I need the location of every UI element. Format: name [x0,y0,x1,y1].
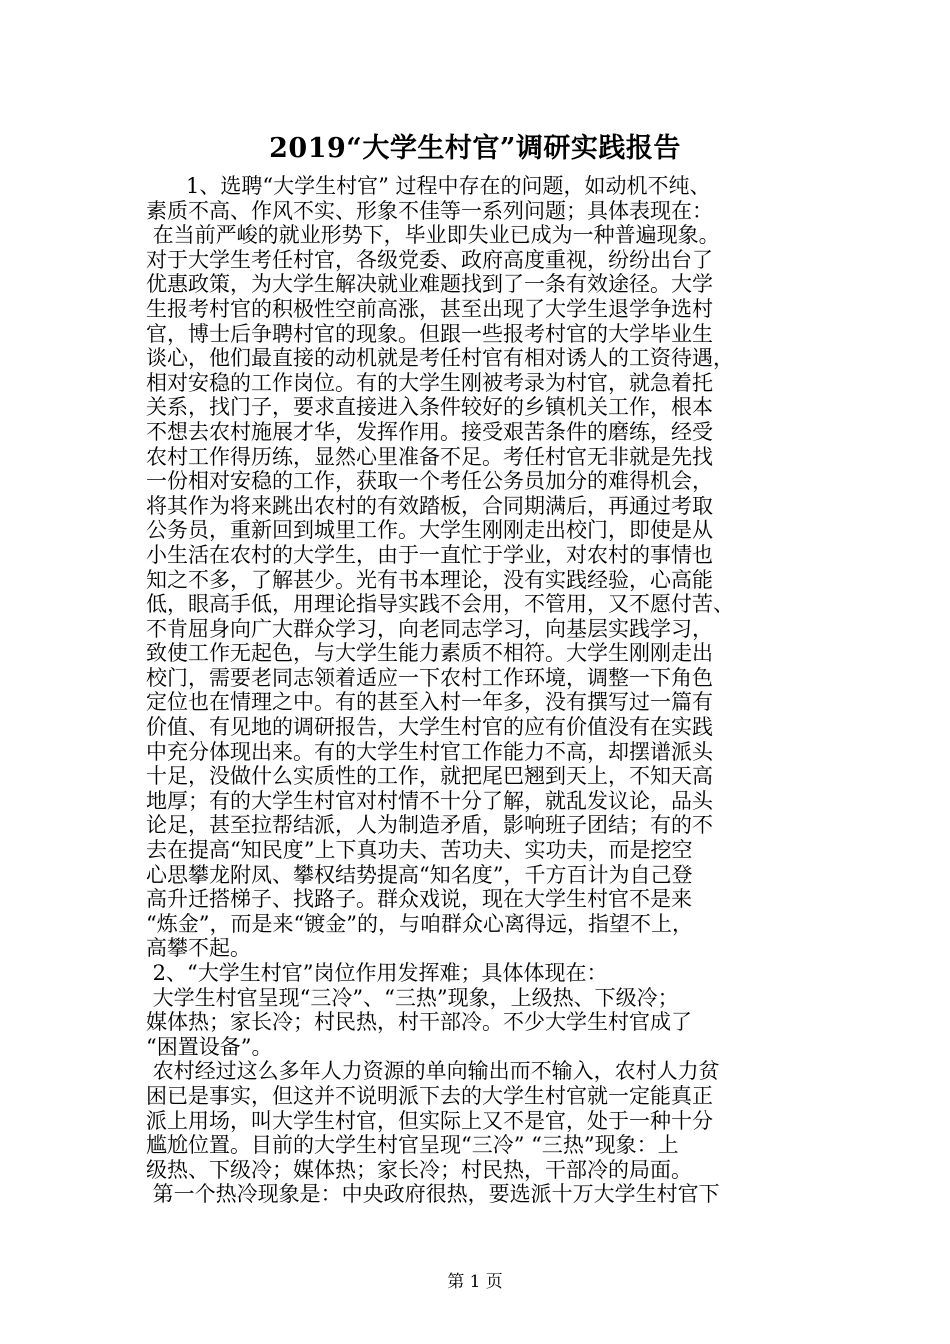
text-line: 相对安稳的工作岗位。有的大学生刚被考录为村官，就急着托 [146,370,713,395]
text-line: 尴尬位置。目前的大学生村官呈现“三冷” “三热”现象：上 [146,1133,679,1158]
page-number: 第 1 页 [447,1272,503,1292]
text-line: 困已是事实，但这并不说明派下去的大学生村官就一定能真正 [146,1083,713,1108]
text-line: 素质不高、作风不实、形象不佳等一系列问题；具体表现在： [146,198,713,223]
text-line: 大学生村官呈现“三冷”、“三热”现象，上级热、下级冷； [146,985,679,1010]
text-line: 第一个热冷现象是：中央政府很热，要选派十万大学生村官下 [146,1182,720,1207]
text-line: 公务员，重新回到城里工作。大学生刚刚走出校门，即使是从 [146,518,713,543]
text-line: 定位也在情理之中。有的甚至入村一年多，没有撰写过一篇有 [146,690,713,715]
text-line: 派上用场，叫大学生村官，但实际上又不是官，处于一种十分 [146,1108,713,1133]
text-line: 一份相对安稳的工作，获取一个考任公务员加分的难得机会， [146,469,713,494]
page-title: 2019“大学生村官”调研实践报告 [269,133,681,164]
text-line: 知之不多，了解甚少。光有书本理论，没有实践经验，心高能 [146,567,713,592]
text-line: 谈心，他们最直接的动机就是考任村官有相对诱人的工资待遇， [146,346,734,371]
text-line: 十足，没做什么实质性的工作，就把尾巴翘到天上，不知天高 [146,764,713,789]
text-line: 生报考村官的积极性空前高涨，甚至出现了大学生退学争选村 [146,296,713,321]
text-line: 论足，甚至拉帮结派，人为制造矛盾，影响班子团结；有的不 [146,813,713,838]
text-line: 中充分体现出来。有的大学生村官工作能力不高，却摆谱派头 [146,739,713,764]
text-line: 农村工作得历练，显然心里准备不足。考任村官无非就是先找 [146,444,713,469]
text-line: 优惠政策，为大学生解决就业难题找到了一条有效途径。大学 [146,272,713,297]
text-line: “困置设备”。 [146,1034,273,1059]
body-text [146,174,811,1207]
text-line: 小生活在农村的大学生，由于一直忙于学业，对农村的事情也 [146,542,713,567]
text-line: 1、选聘“大学生村官” 过程中存在的问题，如动机不纯、 [146,174,711,198]
text-line: 价值、有见地的调研报告，大学生村官的应有价值没有在实践 [146,715,713,740]
text-line: 高攀不起。 [146,936,251,961]
text-line: 媒体热；家长冷；村民热，村干部冷。不少大学生村官成了 [146,1010,692,1035]
text-line: 级热、下级冷；媒体热；家长冷；村民热，干部冷的局面。 [146,1157,692,1182]
text-line: 高升迁搭梯子、找路子。群众戏说，现在大学生村官不是来 [146,887,692,912]
text-line: 官，博士后争聘村官的现象。但跟一些报考村官的大学毕业生 [146,321,713,346]
text-line: 关系，找门子，要求直接进入条件较好的乡镇机关工作，根本 [146,395,713,420]
text-line: 不肯屈身向广大群众学习，向老同志学习，向基层实践学习， [146,616,713,641]
text-line: 对于大学生考任村官，各级党委、政府高度重视，纷纷出台了 [146,247,713,272]
text-line: 去在提高“知民度”上下真功夫、苦功夫、实功夫，而是挖空 [146,838,693,863]
text-line: 致使工作无起色，与大学生能力素质不相符。大学生刚刚走出 [146,641,713,666]
text-line: 地厚；有的大学生村官对村情不十分了解，就乱发议论，品头 [146,788,713,813]
text-line: 心思攀龙附凤、攀权结势提高“知名度”，千方百计为自己登 [146,862,693,887]
text-line: 2、“大学生村官”岗位作用发挥难；具体体现在： [146,961,608,985]
text-line: 在当前严峻的就业形势下，毕业即失业已成为一种普遍现象。 [146,223,720,248]
text-line: 低，眼高手低，用理论指导实践不会用，不管用，又不愿付苦、 [146,592,734,617]
text-line: 校门，需要老同志领着适应一下农村工作环境，调整一下角色 [146,665,713,690]
text-line: “炼金”，而是来“镀金”的，与咱群众心离得远，指望不上， [146,911,693,936]
text-line: 将其作为将来跳出农村的有效踏板，合同期满后，再通过考取 [146,493,713,518]
text-line: 农村经过这么多年人力资源的单向输出而不输入，农村人力贫 [146,1059,720,1084]
text-line: 不想去农村施展才华，发挥作用。接受艰苦条件的磨练，经受 [146,419,713,444]
